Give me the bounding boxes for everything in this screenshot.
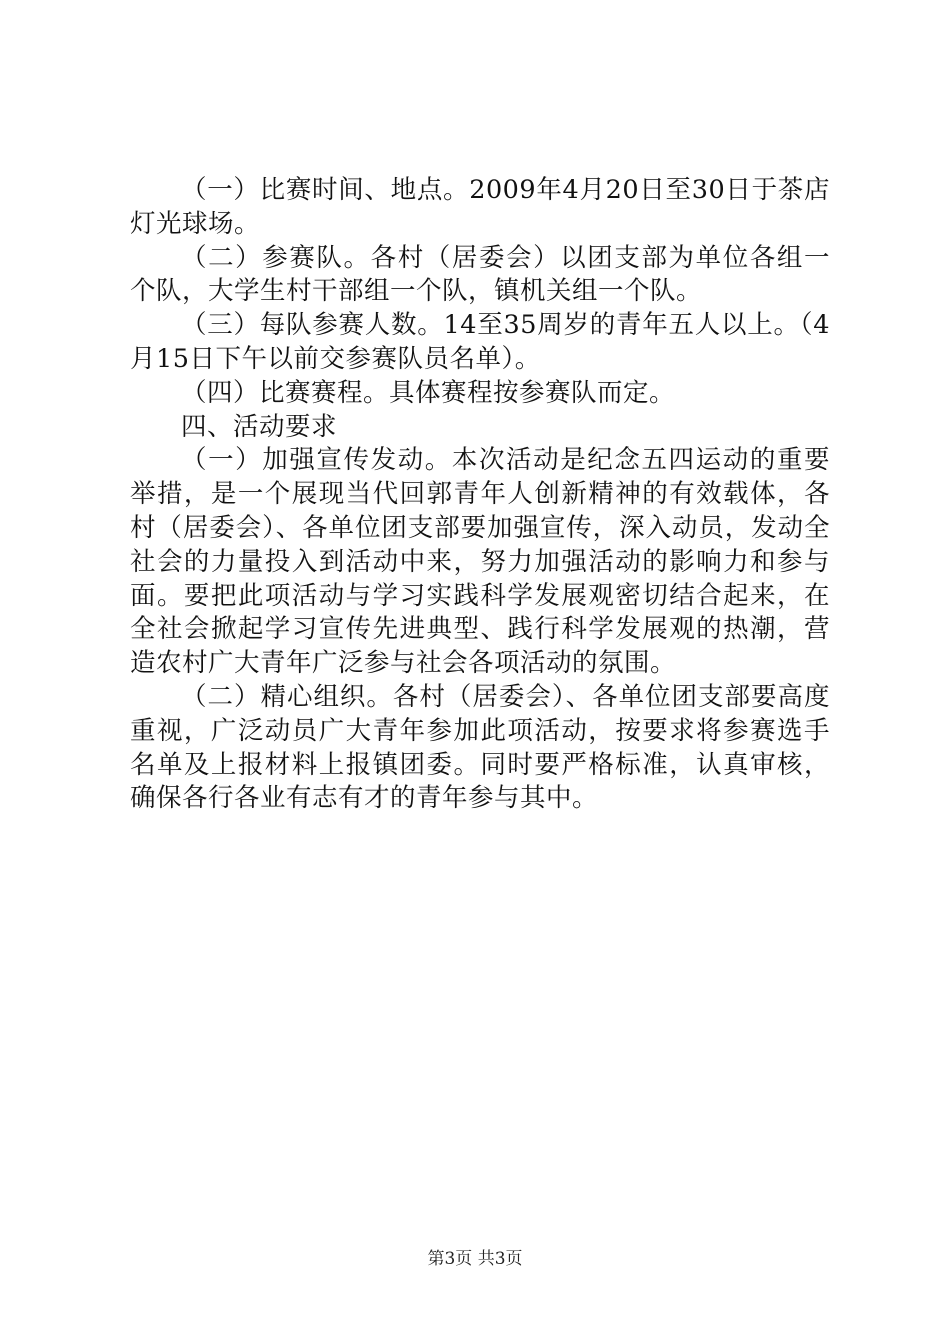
paragraph-schedule: （四）比赛赛程。具体赛程按参赛队而定。 [181, 377, 676, 408]
paragraph-participating-teams: （二）参赛队。各村（居委会）以团支部为单位各组一个队，大学生村干部组一个队，镇机关组一个队。 [130, 242, 830, 307]
paragraph-competition-time-place: （一）比赛时间、地点。2009年4月20日至30日于茶店灯光球场。 [130, 175, 830, 239]
paragraph-organization: （二）精心组织。各村（居委会）、各单位团支部要高度重视，广泛动员广大青年参加此项活动，按要求将参赛选手名单及上报材料上报镇团委。同时要严格标准，认真审核，确保各行各业有志有才的青年参与其中。 [130, 681, 830, 814]
section-heading-requirements: 四、活动要求 [181, 411, 338, 442]
document-body [130, 174, 830, 816]
paragraph-publicity: （一）加强宣传发动。本次活动是纪念五四运动的重要举措，是一个展现当代回郭青年人创新精神的有效载体，各村（居委会）、各单位团支部要加强宣传，深入动员，发动全社会的力量投入到活动中来，努力加强活动的影响力和参与面。要把此项活动与学习实践科学发展观密切结合起来，在全社会掀起学习宣传先进典型、践行科学发展观的热潮，营造农村广大青年广泛参与社会各项活动的氛围。 [130, 445, 830, 679]
page-number-footer: 第3页 共3页 [427, 1249, 523, 1269]
paragraph-team-size: （三）每队参赛人数。14至35周岁的青年五人以上。（4月15日下午以前交参赛队员名单）。 [130, 310, 830, 374]
